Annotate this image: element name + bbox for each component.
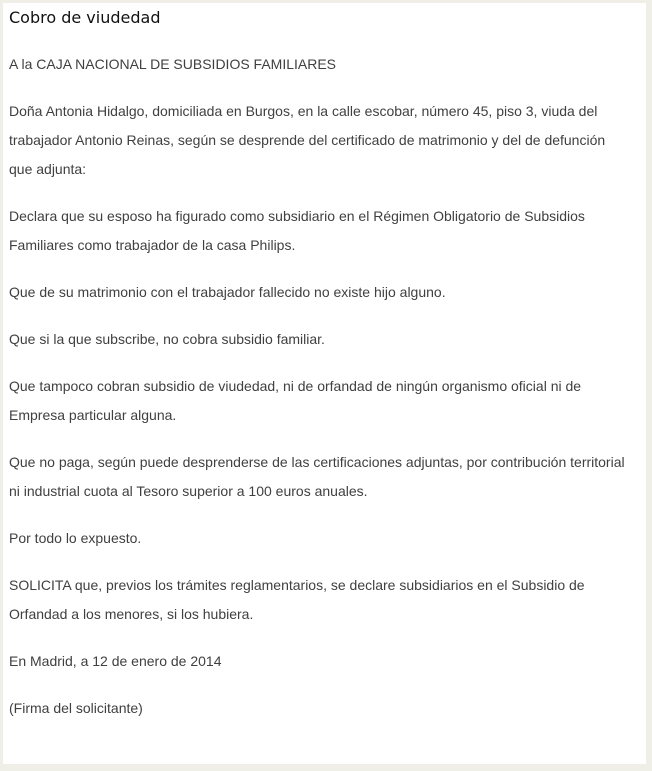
document-body	[9, 50, 639, 741]
declaration-paragraph: Declara que su esposo ha figurado como subsidiario en el Régimen Obligatorio de Subsidios Familiares como trabajador de la casa Philips.	[9, 208, 585, 253]
document-page	[3, 3, 646, 764]
applicant-paragraph: Doña Antonia Hidalgo, domiciliada en Burgos, en la calle escobar, número 45, piso 3, viuda del trabajador Antonio Reinas, según se desprende del certificado de matrimonio y del de defunción que adjunta:	[9, 103, 606, 177]
place-date: En Madrid, a 12 de enero de 2014	[9, 653, 222, 669]
addressee: A la CAJA NACIONAL DE SUBSIDIOS FAMILIARES	[9, 56, 337, 72]
document-title: Cobro de viudedad	[9, 8, 161, 27]
no-widow-subsidy-paragraph: Que tampoco cobran subsidio de viudedad, ni de orfandad de ningún organismo oficial ni de Empresa particular alguna.	[9, 378, 582, 423]
signature-line: (Firma del solicitante)	[9, 700, 143, 716]
closing-statement: Por todo lo expuesto.	[9, 530, 142, 546]
request-paragraph: SOLICITA que, previos los trámites reglamentarios, se declare subsidiarios en el Subsidio de Orfandad a los menores, si los hubiera.	[9, 577, 585, 622]
tax-paragraph: Que no paga, según puede desprenderse de las certificaciones adjuntas, por contribución territorial ni industrial cuota al Tesoro superior a 100 euros anuales.	[9, 454, 625, 499]
no-children-paragraph: Que de su matrimonio con el trabajador fallecido no existe hijo alguno.	[9, 284, 446, 300]
no-family-subsidy-paragraph: Que si la que subscribe, no cobra subsidio familiar.	[9, 331, 325, 347]
